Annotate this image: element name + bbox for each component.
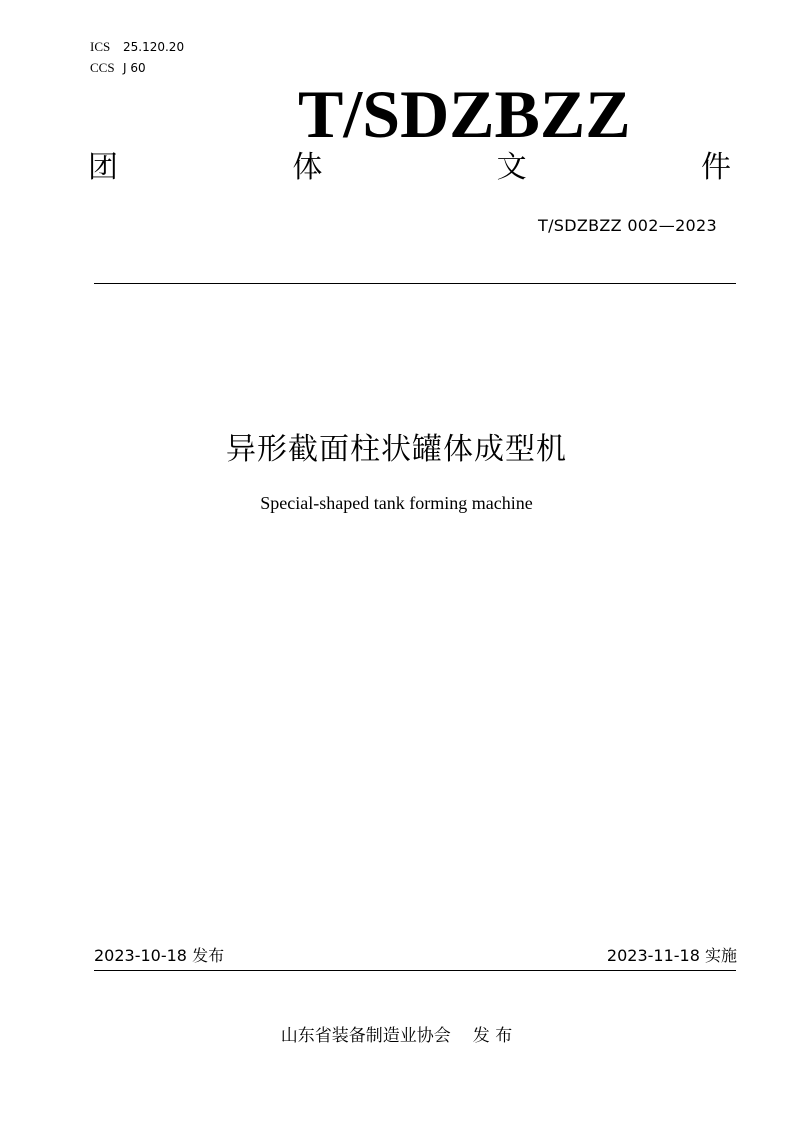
title-english: Special-shaped tank forming machine (260, 493, 533, 513)
ics-label: ICS (90, 39, 111, 54)
ics-line (90, 40, 184, 61)
classification-block (90, 40, 184, 82)
doc-type-char-2: 体 (292, 150, 323, 185)
publisher-line (0, 1026, 793, 1046)
footer-divider (94, 970, 736, 971)
publisher-name: 山东省装备制造业协会 (280, 1026, 451, 1046)
doc-type-char-3: 文 (496, 150, 527, 185)
ccs-label: CCS (90, 60, 115, 75)
document-type (88, 150, 731, 186)
effective-date: 2023-11-18 实施 (606, 946, 737, 965)
doc-type-char-1: 团 (88, 150, 118, 185)
header-divider (94, 283, 736, 284)
title-chinese: 异形截面柱状罐体成型机 (226, 432, 567, 467)
publish-date: 2023-10-18 发布 (94, 946, 225, 965)
publish-word: 发 布 (472, 1026, 513, 1046)
standard-logo: T/SDZBZZ (298, 76, 631, 152)
ccs-line (90, 61, 184, 82)
ccs-value: J 60 (123, 61, 146, 75)
doc-type-char-4: 件 (700, 150, 731, 185)
ics-value: 25.120.20 (123, 40, 185, 54)
standard-number: T/SDZBZZ 002—2023 (538, 216, 717, 235)
